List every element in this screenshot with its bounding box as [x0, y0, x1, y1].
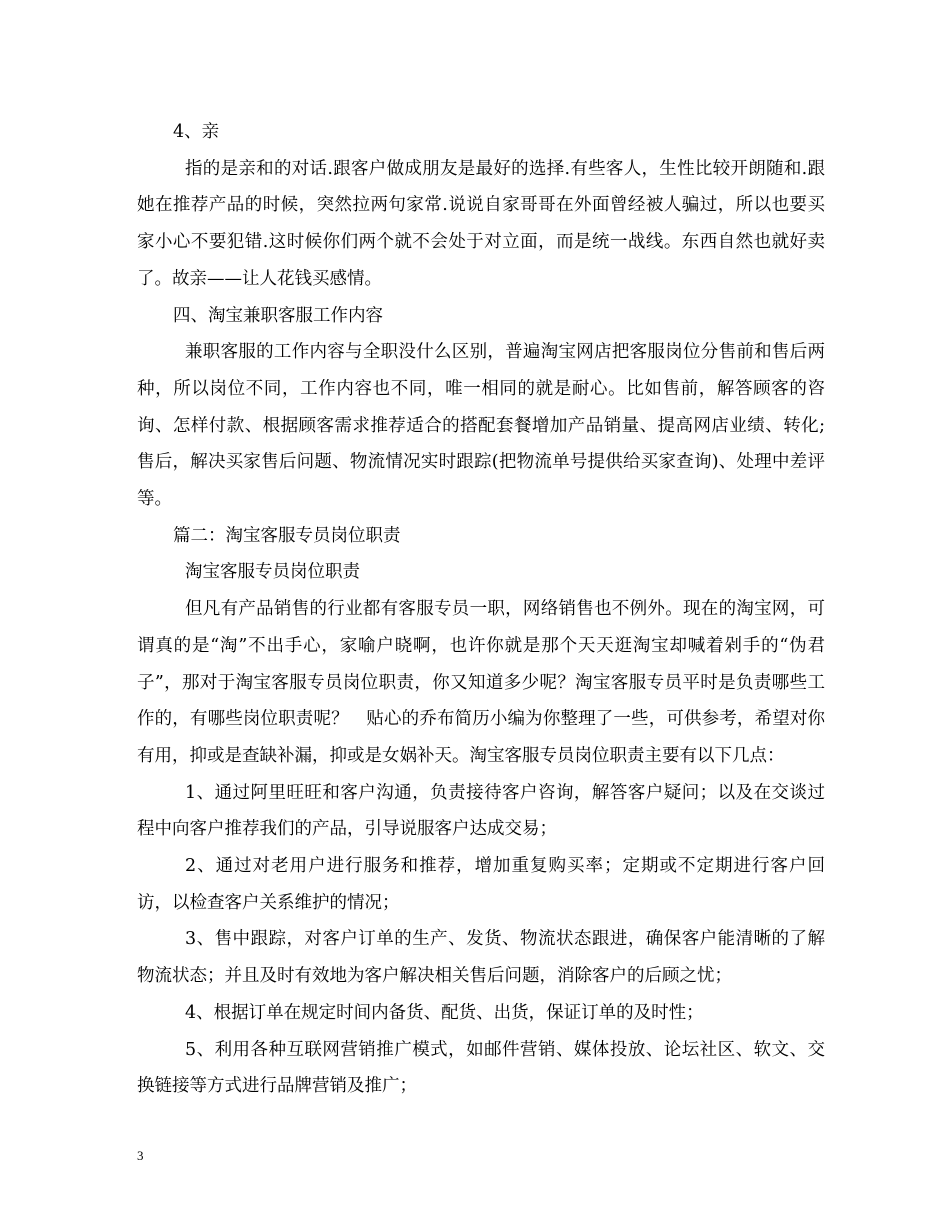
duty-item-1: 1、通过阿里旺旺和客户沟通，负责接待客户咨询，解答客户疑问；以及在交谈过程中向客户推荐我们的产品，引导说服客户达成交易；: [137, 782, 825, 840]
paragraph-part-time-duties: 兼职客服的工作内容与全职没什么区别，普遍淘宝网店把客服岗位分售前和售后两种，所以岗位不同，工作内容也不同，唯一相同的就是耐心。比如售前，解答顾客的咨询、怎样付款、根据顾客需求推荐适合的搭配套餐增加产品销量、提高网店业绩、转化;售后，解决买家售后问题、物流情况实时跟踪(把物流单号提供给买家查询)、处理中差评等。: [137, 342, 825, 510]
duty-item-2: 2、通过对老用户进行服务和推荐，增加重复购买率；定期或不定期进行客户回访，以检查客户关系维护的情况；: [137, 856, 825, 913]
duty-item-5: 5、利用各种互联网营销推广模式，如邮件营销、媒体投放、论坛社区、软文、交换链接等方式进行品牌营销及推广；: [137, 1039, 825, 1097]
document-body: [137, 114, 825, 1105]
paragraph-item-4-body: 指的是亲和的对话.跟客户做成朋友是最好的选择.有些客人，生性比较开朗随和.跟她在推荐产品的时候，突然拉两句家常.说说自家哥哥在外面曾经被人骗过，所以也要买家小心不要犯错.这时候你们两个就不会处于对立面，而是统一战线。东西自然也就好卖了。故亲——让人花钱买感情。: [137, 158, 825, 289]
chapter-heading-article-two: 篇二：淘宝客服专员岗位职责: [173, 525, 401, 546]
page-number: 3: [137, 1148, 144, 1163]
paragraph-item-4-title: 4、亲: [173, 122, 220, 142]
section-heading-part-time-duties: 四、淘宝兼职客服工作内容: [173, 305, 383, 326]
duty-item-3: 3、售中跟踪，对客户订单的生产、发货、物流状态跟进，确保客户能清晰的了解物流状态；并且及时有效地为客户解决相关售后问题，消除客户的后顾之忧；: [137, 929, 825, 987]
article-title: 淘宝客服专员岗位职责: [185, 562, 360, 583]
duty-item-4: 4、根据订单在规定时间内备货、配货、出货，保证订单的及时性；: [185, 1002, 704, 1023]
paragraph-intro: 但凡有产品销售的行业都有客服专员一职，网络销售也不例外。现在的淘宝网，可谓真的是“淘”不出手心，家喻户晓啊，也许你就是那个天天逛淘宝却喊着剁手的“伪君子”，那对于淘宝客服专员岗位职责，你又知道多少呢？淘宝客服专员平时是负责哪些工作的，有哪些岗位职责呢？ 贴心的乔布简历小编为你整理了一些，可供参考，希望对你有用，抑或是查缺补漏，抑或是女娲补天。淘宝客服专员岗位职责主要有以下几点：: [137, 599, 825, 766]
